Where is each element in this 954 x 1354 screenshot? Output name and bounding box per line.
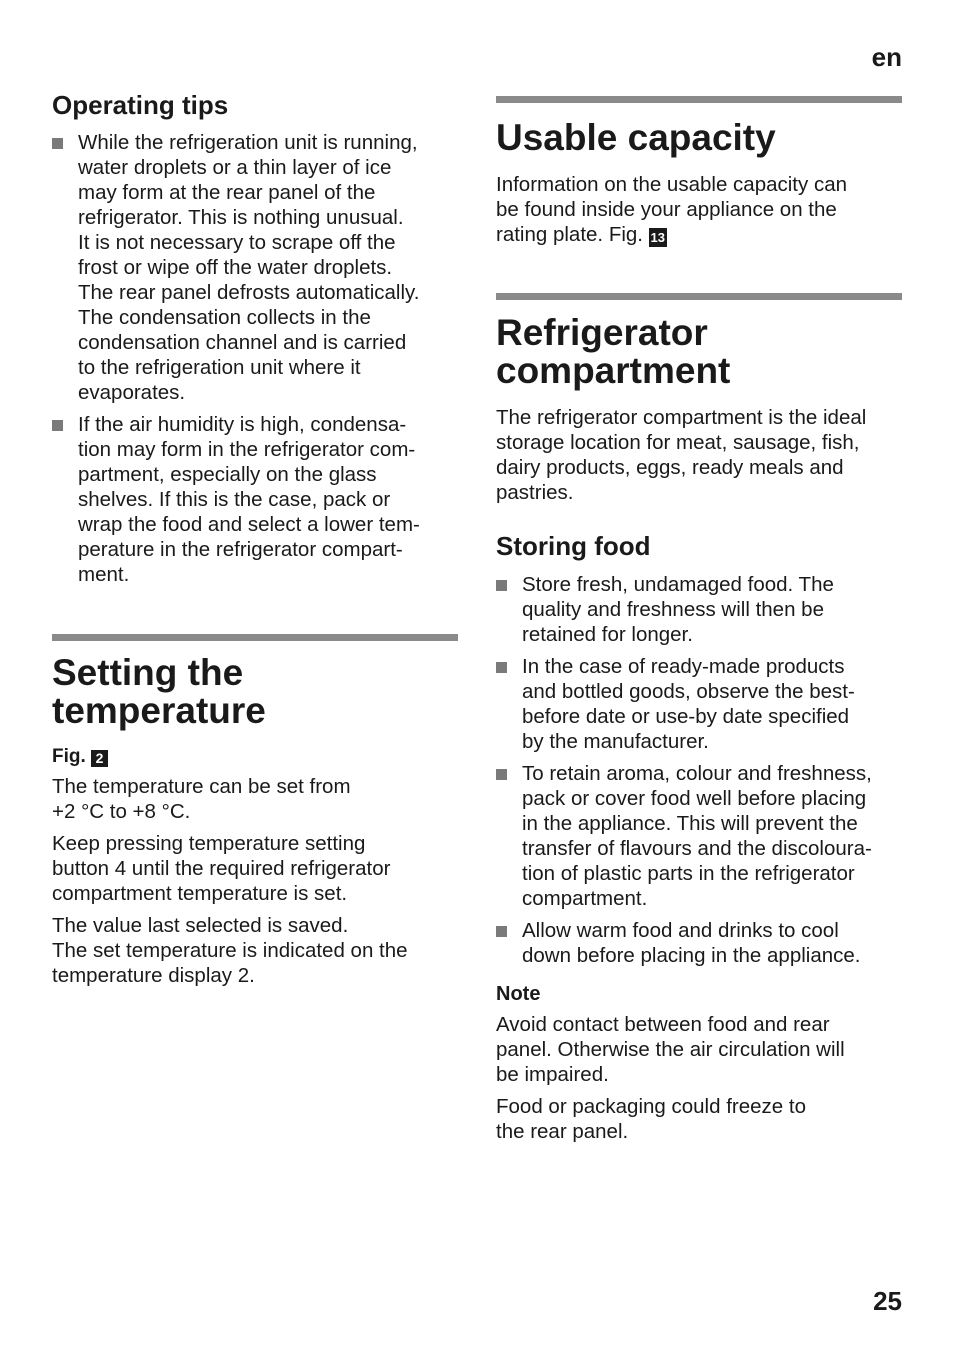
text-line: rating plate. Fig. <box>496 223 643 246</box>
text-line: by the manufacturer. <box>522 730 709 753</box>
section-divider <box>52 634 458 641</box>
list-item <box>52 130 458 405</box>
paragraph <box>496 172 902 247</box>
bullet-square-icon <box>52 138 63 149</box>
text-line: dairy products, eggs, ready meals and <box>496 456 844 479</box>
figure-number-badge: 2 <box>91 750 108 767</box>
bullet-square-icon <box>496 769 507 780</box>
text-line: retained for longer. <box>522 623 693 646</box>
heading-line: Refrigerator <box>496 312 708 353</box>
text-line: The value last selected is saved. <box>52 914 349 937</box>
text-line: quality and freshness will then be <box>522 598 824 621</box>
text-line: In the case of ready-made products <box>522 655 845 678</box>
heading-line: compartment <box>496 350 731 391</box>
text-line: temperature display 2. <box>52 964 255 987</box>
text-line: shelves. If this is the case, pack or <box>78 488 391 511</box>
refrigerator-compartment-heading <box>496 314 902 390</box>
text-line: in the appliance. This will prevent the <box>522 812 858 835</box>
heading-line: temperature <box>52 690 266 731</box>
text-line: The set temperature is indicated on the <box>52 939 408 962</box>
storing-food-list <box>496 572 902 968</box>
text-line: the rear panel. <box>496 1120 629 1143</box>
paragraph <box>52 913 458 988</box>
text-line: Avoid contact between food and rear <box>496 1013 830 1036</box>
text-line: compartment temperature is set. <box>52 882 348 905</box>
heading-line: Setting the <box>52 652 244 693</box>
language-label: en <box>871 42 902 72</box>
text-line: down before placing in the appliance. <box>522 944 861 967</box>
text-line: frost or wipe off the water droplets. <box>78 256 393 279</box>
list-item <box>52 412 458 587</box>
page-number: 25 <box>873 1286 902 1316</box>
paragraph <box>496 1094 902 1144</box>
list-item <box>496 572 902 647</box>
text-line: refrigerator. This is nothing unusual. <box>78 206 404 229</box>
text-line: The condensation collects in the <box>78 306 371 329</box>
text-line: panel. Otherwise the air circulation will <box>496 1038 845 1061</box>
operating-tips-list <box>52 130 458 587</box>
text-line: Store fresh, undamaged food. The <box>522 573 834 596</box>
text-line: water droplets or a thin layer of ice <box>78 156 392 179</box>
text-line: Information on the usable capacity can <box>496 173 847 196</box>
paragraph <box>52 774 458 824</box>
operating-tips-heading: Operating tips <box>52 90 229 120</box>
note-heading: Note <box>496 983 541 1005</box>
text-line: evaporates. <box>78 381 186 404</box>
text-line: and bottled goods, observe the best- <box>522 680 855 703</box>
text-line: ment. <box>78 563 130 586</box>
text-line: The temperature can be set from <box>52 775 351 798</box>
text-line: It is not necessary to scrape off the <box>78 231 396 254</box>
text-line: To retain aroma, colour and freshness, <box>522 762 872 785</box>
list-item <box>496 761 902 911</box>
setting-temperature-heading <box>52 654 458 730</box>
text-line: be impaired. <box>496 1063 609 1086</box>
section-divider <box>496 293 902 300</box>
paragraph <box>52 831 458 906</box>
text-line: tion may form in the refrigerator com- <box>78 438 416 461</box>
figure-label: Fig. <box>52 746 86 767</box>
text-line: Keep pressing temperature setting <box>52 832 366 855</box>
text-line: condensation channel and is carried <box>78 331 407 354</box>
text-line: perature in the refrigerator compart- <box>78 538 403 561</box>
text-line: compartment. <box>522 887 648 910</box>
text-line: If the air humidity is high, condensa- <box>78 413 407 436</box>
paragraph <box>496 1012 902 1087</box>
text-line: transfer of flavours and the discoloura- <box>522 837 872 860</box>
text-line: +2 °C to +8 °C. <box>52 800 191 823</box>
text-line: wrap the food and select a lower tem- <box>78 513 420 536</box>
list-item <box>496 654 902 754</box>
text-line: to the refrigeration unit where it <box>78 356 361 379</box>
section-divider <box>496 96 902 103</box>
bullet-square-icon <box>496 662 507 673</box>
text-line: pastries. <box>496 481 574 504</box>
text-line: be found inside your appliance on the <box>496 198 837 221</box>
bullet-square-icon <box>496 926 507 937</box>
bullet-square-icon <box>496 580 507 591</box>
text-line: Allow warm food and drinks to cool <box>522 919 839 942</box>
storing-food-heading: Storing food <box>496 531 651 561</box>
text-line: pack or cover food well before placing <box>522 787 867 810</box>
figure-reference <box>52 745 458 769</box>
left-column <box>52 88 458 988</box>
paragraph <box>496 405 902 505</box>
usable-capacity-heading: Usable capacity <box>496 117 776 158</box>
figure-number-badge: 13 <box>650 230 665 245</box>
text-line: before date or use-by date specified <box>522 705 850 728</box>
text-line: storage location for meat, sausage, fish, <box>496 431 860 454</box>
text-line: Food or packaging could freeze to <box>496 1095 806 1118</box>
right-column <box>496 96 902 1144</box>
text-line: The rear panel defrosts automatically. <box>78 281 420 304</box>
text-line: button 4 until the required refrigerator <box>52 857 391 880</box>
list-item <box>496 918 902 968</box>
text-line: partment, especially on the glass <box>78 463 377 486</box>
text-line: may form at the rear panel of the <box>78 181 376 204</box>
text-line: While the refrigeration unit is running, <box>78 131 418 154</box>
paragraph-text <box>496 173 847 246</box>
text-line: tion of plastic parts in the refrigerator <box>522 862 855 885</box>
text-line: The refrigerator compartment is the ideal <box>496 406 867 429</box>
bullet-square-icon <box>52 420 63 431</box>
